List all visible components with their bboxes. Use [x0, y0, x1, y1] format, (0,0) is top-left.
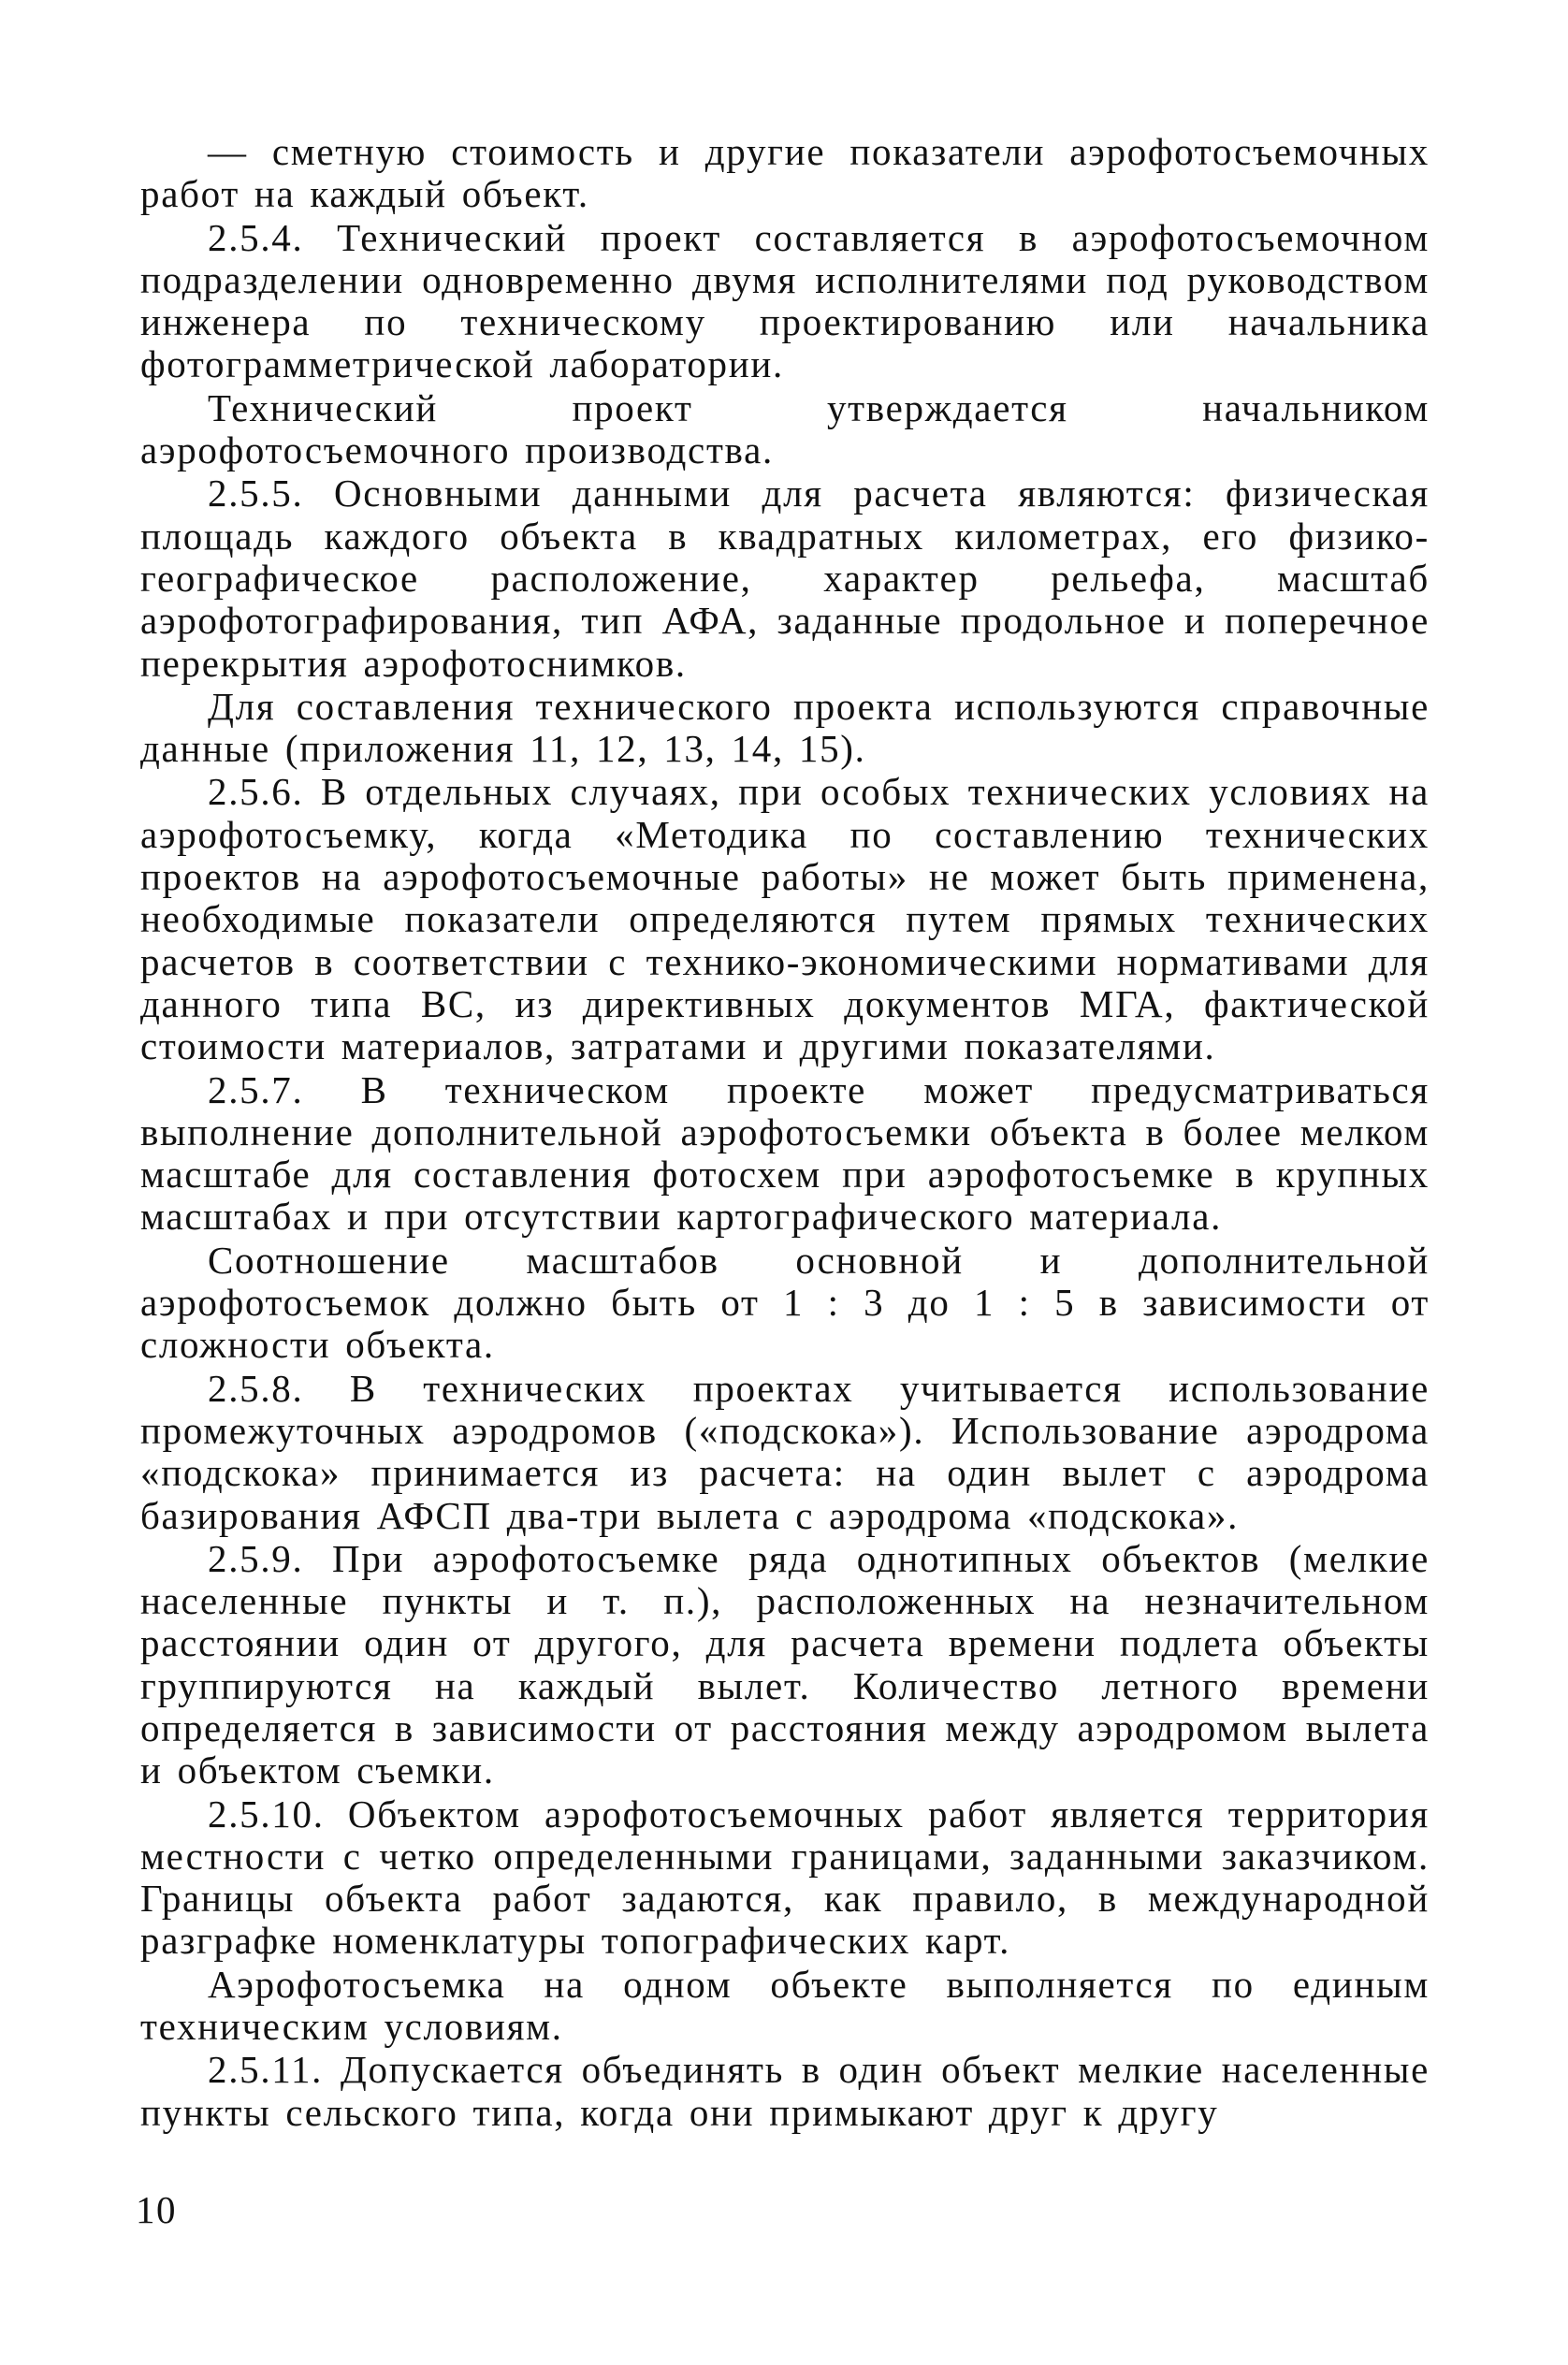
paragraph-2-5-9: 2.5.9. При аэрофотосъемке ряда однотипных объектов (мелкие населенные пункты и т. п.), расположенных на незначительном расстоянии один от другого, для расчета времени подлета объекты группируются на каждый вылет. Количество летного времени определяется в зависимости от расстояния между аэродромом вылета и объектом съемки. [140, 1536, 1430, 1792]
paragraph-cost-item: — сметную стоимость и другие показатели аэрофотосъемочных работ на каждый объект. [140, 130, 1430, 216]
paragraph-single-conditions: Аэрофотосъемка на одном объекте выполняется по единым техническим условиям. [140, 1962, 1430, 2049]
paragraph-approval: Технический проект утверждается начальником аэрофотосъемочного производства. [140, 385, 1430, 472]
paragraph-2-5-6: 2.5.6. В отдельных случаях, при особых технических условиях на аэрофотосъемку, когда «Методика по составлению технических проектов на аэрофотосъемочные работы» не может быть применена, необходимые показатели определяются путем прямых технических расчетов в соответствии с технико-экономическими нормативами для данного типа ВС, из директивных документов МГА, фактической стоимости материалов, затратами и другими показателями. [140, 770, 1430, 1068]
page-number: 10 [136, 2188, 177, 2231]
paragraph-2-5-10: 2.5.10. Объектом аэрофотосъемочных работ является территория местности с четко определенными границами, заданными заказчиком. Границы объекта работ задаются, как правило, в международной разграфке номенклатуры топографических карт. [140, 1792, 1430, 1963]
paragraph-reference-data: Для составления технического проекта используются справочные данные (приложения 11, 12, 13, 14, 15). [140, 684, 1430, 771]
paragraph-2-5-11: 2.5.11. Допускается объединять в один объект мелкие населенные пункты сельского типа, когда они примыкают друг к другу [140, 2048, 1430, 2134]
body-text [140, 131, 1430, 2135]
paragraph-scale-ratio: Соотношение масштабов основной и дополнительной аэрофотосъемок должно быть от 1 : 3 до 1 : 5 в зависимости от сложности объекта. [140, 1238, 1430, 1367]
paragraph-2-5-5: 2.5.5. Основными данными для расчета являются: физическая площадь каждого объекта в квадратных километрах, его физико-географическое расположение, характер рельефа, масштаб аэрофотографирования, тип АФА, заданные продольное и поперечное перекрытия аэрофотоснимков. [140, 472, 1430, 685]
paragraph-2-5-8: 2.5.8. В технических проектах учитывается использование промежуточных аэродромов («подскока»). Использование аэродрома «подскока» принимается из расчета: на один вылет с аэродрома базирования АФСП два-три вылета с аэродрома «подскока». [140, 1366, 1430, 1537]
paragraph-2-5-7: 2.5.7. В техническом проекте может предусматриваться выполнение дополнительной аэрофотосъемки объекта в более мелком масштабе для составления фотосхем при аэрофотосъемке в крупных масштабах и при отсутствии картографического материала. [140, 1067, 1430, 1239]
paragraph-2-5-4: 2.5.4. Технический проект составляется в аэрофотосъемочном подразделении одновременно двумя исполнителями под руководством инженера по техническому проектированию или начальника фотограмметрической лаборатории. [140, 215, 1430, 386]
